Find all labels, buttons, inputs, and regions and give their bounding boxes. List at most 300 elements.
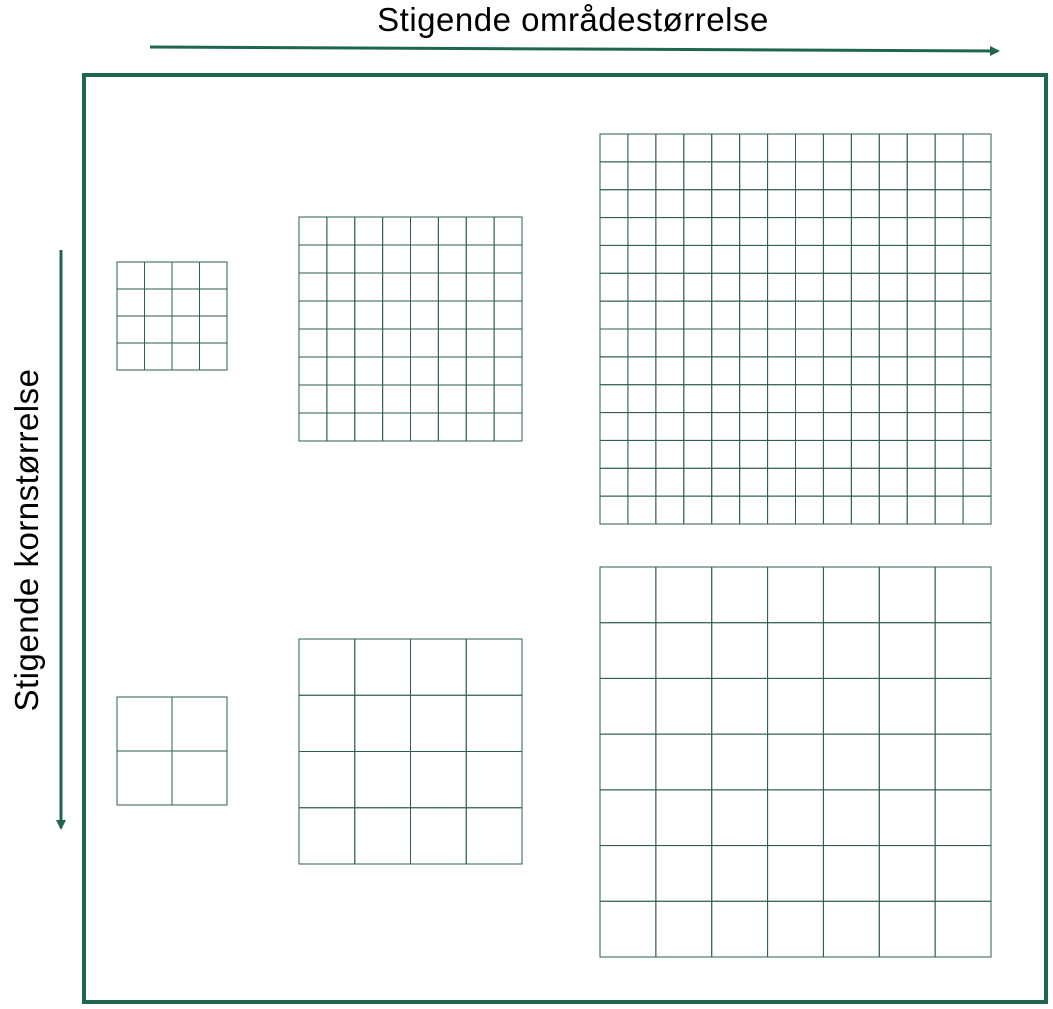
grid-cell [768, 901, 824, 957]
grid-cell [628, 496, 656, 524]
grid-cell [740, 329, 768, 357]
grid-cell [656, 190, 684, 218]
grid-cell [768, 190, 796, 218]
grid-cell [684, 413, 712, 441]
grid-cell [740, 190, 768, 218]
grid-cell [628, 468, 656, 496]
grid-cell [656, 468, 684, 496]
grid-cell [299, 329, 327, 357]
grid-cell [628, 273, 656, 301]
horizontal-arrow [150, 47, 998, 51]
grid-cell [712, 245, 740, 273]
grid-cell [327, 385, 355, 413]
grid-cell [656, 273, 684, 301]
grid-cell [383, 357, 411, 385]
grid-cell [355, 217, 383, 245]
grid-cell [935, 901, 991, 957]
grid-cell [823, 413, 851, 441]
grid-cell [907, 440, 935, 468]
grid-cell [768, 357, 796, 385]
grid-cell [879, 218, 907, 246]
grid-cell [117, 262, 145, 289]
grid-cell [600, 190, 628, 218]
grid-cell [466, 217, 494, 245]
outer-frame [84, 75, 1046, 1002]
grid-cell [438, 273, 466, 301]
grid-cell [712, 273, 740, 301]
grid-cell [963, 190, 991, 218]
grid-cell [823, 496, 851, 524]
grid-cell [438, 385, 466, 413]
grid-cell [411, 329, 439, 357]
grid-cell [200, 343, 228, 370]
grid-cell [299, 639, 355, 695]
grid-large-grain-medium [299, 639, 522, 864]
grid-cell [299, 413, 327, 441]
grid-cell [466, 273, 494, 301]
grid-cell [299, 217, 327, 245]
grid-cell [172, 289, 200, 316]
grid-cell [768, 678, 824, 734]
grid-cell [172, 262, 200, 289]
grid-cell [879, 790, 935, 846]
grid-cell [796, 440, 824, 468]
grid-cell [851, 468, 879, 496]
grid-cell [796, 496, 824, 524]
grid-cell [712, 134, 740, 162]
grid-cell [823, 623, 879, 679]
grid-cell [823, 190, 851, 218]
grid-cell [768, 734, 824, 790]
grid-cell [963, 273, 991, 301]
grid-cell [796, 245, 824, 273]
grid-cell [684, 218, 712, 246]
grid-cell [600, 357, 628, 385]
grid-cell [438, 217, 466, 245]
grid-cell [355, 301, 383, 329]
grid-cell [494, 273, 522, 301]
grid-cell [768, 440, 796, 468]
grid-cell [327, 357, 355, 385]
grid-cell [656, 218, 684, 246]
grid-cell [740, 413, 768, 441]
grid-cell [823, 901, 879, 957]
grid-cell [327, 245, 355, 273]
grid-cell [768, 846, 824, 902]
grid-cell [383, 385, 411, 413]
grid-cell [684, 496, 712, 524]
grid-cell [935, 329, 963, 357]
grid-cell [355, 808, 411, 864]
grid-cell [600, 162, 628, 190]
grid-cell [935, 245, 963, 273]
grid-cell [656, 357, 684, 385]
grid-cell [438, 245, 466, 273]
grid-cell [796, 468, 824, 496]
grid-cell [712, 734, 768, 790]
grid-cell [712, 678, 768, 734]
grid-cell [823, 357, 851, 385]
grid-cell [851, 245, 879, 273]
grid-cell [963, 245, 991, 273]
grid-cell [796, 301, 824, 329]
grid-cell [740, 301, 768, 329]
grid-cell [907, 162, 935, 190]
grid-cell [712, 846, 768, 902]
grid-cell [907, 413, 935, 441]
grid-cell [823, 678, 879, 734]
grid-cell [879, 440, 907, 468]
vertical-axis-label: Stigende kornstørrelse [8, 368, 45, 712]
grid-cell [355, 639, 411, 695]
grid-cell [768, 468, 796, 496]
grid-large-grain-small [117, 697, 227, 805]
grid-cell [600, 329, 628, 357]
grid-cell [740, 385, 768, 413]
grid-cell [200, 316, 228, 343]
grid-cell [796, 190, 824, 218]
grid-cell [963, 162, 991, 190]
grid-cell [600, 385, 628, 413]
grid-cell [355, 329, 383, 357]
grid-cell [768, 790, 824, 846]
grid-cell [907, 357, 935, 385]
grid-cell [656, 496, 684, 524]
grid-cell [117, 697, 172, 751]
grid-cell [879, 190, 907, 218]
grid-cell [200, 289, 228, 316]
grid-cell [656, 385, 684, 413]
grid-cell [411, 245, 439, 273]
grid-cell [684, 468, 712, 496]
grid-cell [851, 329, 879, 357]
grid-cell [466, 385, 494, 413]
grid-cell [712, 790, 768, 846]
grid-cell [684, 162, 712, 190]
grid-cell [327, 273, 355, 301]
grid-cell [628, 190, 656, 218]
grid-cell [851, 357, 879, 385]
grid-cell [963, 357, 991, 385]
grid-cell [145, 262, 173, 289]
grid-cell [438, 357, 466, 385]
grid-cell [172, 343, 200, 370]
grid-cell [907, 496, 935, 524]
grid-cell [383, 217, 411, 245]
grid-cell [600, 134, 628, 162]
grid-cell [823, 567, 879, 623]
grid-cell [907, 329, 935, 357]
grid-cell [600, 245, 628, 273]
grid-cell [656, 790, 712, 846]
grid-cell [768, 162, 796, 190]
grid-cell [327, 413, 355, 441]
grid-large-grain-large [600, 567, 991, 957]
grid-cell [299, 808, 355, 864]
grid-cell [411, 357, 439, 385]
grid-cell [411, 273, 439, 301]
grid-cell [327, 217, 355, 245]
grid-cell [907, 134, 935, 162]
grid-cell [768, 413, 796, 441]
grid-cell [684, 245, 712, 273]
grid-cell [684, 385, 712, 413]
grid-cell [796, 134, 824, 162]
grid-cell [383, 245, 411, 273]
grid-cell [494, 385, 522, 413]
grid-small-grain-small [117, 262, 227, 370]
grid-cell [411, 639, 467, 695]
grid-cell [963, 329, 991, 357]
grid-cell [656, 245, 684, 273]
grid-cell [935, 790, 991, 846]
grid-cell [740, 496, 768, 524]
grid-cell [963, 134, 991, 162]
grid-cell [600, 218, 628, 246]
grid-cell [600, 496, 628, 524]
grid-cell [935, 190, 963, 218]
grid-cell [494, 301, 522, 329]
grid-cell [145, 289, 173, 316]
grid-cell [172, 316, 200, 343]
grid-cell [600, 468, 628, 496]
grid-cell [327, 301, 355, 329]
grid-cell [796, 357, 824, 385]
grid-cell [796, 329, 824, 357]
grid-cell [768, 496, 796, 524]
grid-cell [411, 301, 439, 329]
grid-small-grain-medium [299, 217, 522, 441]
grid-cell [740, 440, 768, 468]
grid-cell [935, 567, 991, 623]
grid-cell [712, 218, 740, 246]
grid-cell [712, 496, 740, 524]
grid-cell [963, 496, 991, 524]
grid-cell [907, 245, 935, 273]
grid-cell [438, 301, 466, 329]
grid-cell [712, 413, 740, 441]
grid-cell [411, 752, 467, 808]
grid-cell [172, 751, 227, 805]
grid-cell [740, 273, 768, 301]
grid-cell [355, 245, 383, 273]
grid-cell [355, 695, 411, 751]
grid-cell [935, 468, 963, 496]
grid-cell [935, 273, 963, 301]
grid-cell [299, 385, 327, 413]
grid-cell [656, 134, 684, 162]
grid-cell [879, 468, 907, 496]
grid-cell [628, 218, 656, 246]
grid-cell [740, 468, 768, 496]
grid-cell [656, 162, 684, 190]
grid-cell [879, 846, 935, 902]
grid-cell [796, 385, 824, 413]
grid-cell [935, 440, 963, 468]
grid-cell [466, 301, 494, 329]
grid-cell [466, 413, 494, 441]
grid-cell [438, 413, 466, 441]
grid-cell [656, 623, 712, 679]
grid-cell [768, 273, 796, 301]
grid-cell [935, 357, 963, 385]
grid-cell [907, 301, 935, 329]
grid-cell [117, 316, 145, 343]
grid-cell [935, 162, 963, 190]
grid-cell [656, 678, 712, 734]
grid-cell [935, 134, 963, 162]
grid-cell [879, 901, 935, 957]
grid-cell [628, 162, 656, 190]
grid-cell [879, 134, 907, 162]
grid-cell [963, 301, 991, 329]
grid-cell [117, 289, 145, 316]
grid-cell [684, 190, 712, 218]
grid-cell [823, 273, 851, 301]
grid-cell [299, 357, 327, 385]
grid-cell [879, 385, 907, 413]
grid-cell [145, 343, 173, 370]
grid-cell [879, 301, 907, 329]
grid-cell [327, 329, 355, 357]
grid-cell [684, 329, 712, 357]
grid-cell [684, 357, 712, 385]
grid-cell [851, 273, 879, 301]
grid-cell [712, 357, 740, 385]
grid-cell [851, 496, 879, 524]
grid-cell [963, 440, 991, 468]
grids-layer [117, 134, 991, 957]
grid-cell [411, 808, 467, 864]
grid-cell [466, 245, 494, 273]
grid-cell [879, 162, 907, 190]
grid-cell [935, 678, 991, 734]
grid-cell [628, 301, 656, 329]
grid-cell [823, 218, 851, 246]
grid-cell [963, 468, 991, 496]
grid-cell [600, 901, 656, 957]
grid-cell [823, 440, 851, 468]
grid-cell [935, 623, 991, 679]
grid-cell [712, 468, 740, 496]
grid-cell [823, 385, 851, 413]
grid-cell [712, 440, 740, 468]
grid-cell [383, 273, 411, 301]
grid-cell [117, 343, 145, 370]
grid-cell [172, 697, 227, 751]
grid-cell [796, 413, 824, 441]
grid-cell [600, 567, 656, 623]
grid-cell [963, 413, 991, 441]
grid-cell [796, 273, 824, 301]
grid-cell [684, 440, 712, 468]
grid-cell [768, 385, 796, 413]
grid-cell [851, 162, 879, 190]
grid-cell [600, 413, 628, 441]
grid-cell [851, 134, 879, 162]
grid-cell [907, 218, 935, 246]
grid-cell [438, 329, 466, 357]
grid-cell [383, 301, 411, 329]
grid-cell [466, 357, 494, 385]
grid-cell [823, 468, 851, 496]
grid-cell [768, 301, 796, 329]
grid-cell [600, 623, 656, 679]
grid-cell [411, 217, 439, 245]
grid-cell [299, 695, 355, 751]
grid-cell [823, 134, 851, 162]
grid-cell [656, 301, 684, 329]
grid-cell [851, 218, 879, 246]
horizontal-axis-label: Stigende områdestørrelse [377, 1, 769, 38]
grid-cell [851, 440, 879, 468]
grid-cell [600, 301, 628, 329]
grid-cell [935, 496, 963, 524]
grid-cell [466, 752, 522, 808]
grid-cell [879, 496, 907, 524]
grid-cell [656, 734, 712, 790]
grid-cell [656, 329, 684, 357]
grid-cell [200, 262, 228, 289]
grid-cell [768, 329, 796, 357]
grid-cell [935, 301, 963, 329]
grid-cell [768, 218, 796, 246]
grid-cell [963, 218, 991, 246]
grid-cell [628, 134, 656, 162]
grid-cell [712, 162, 740, 190]
grid-cell [879, 678, 935, 734]
grid-cell [823, 301, 851, 329]
grid-cell [466, 695, 522, 751]
grid-cell [907, 385, 935, 413]
grid-cell [656, 846, 712, 902]
grid-cell [628, 413, 656, 441]
grid-cell [935, 385, 963, 413]
grid-cell [823, 734, 879, 790]
grid-cell [628, 385, 656, 413]
grid-cell [494, 217, 522, 245]
grid-cell [768, 134, 796, 162]
grid-cell [879, 567, 935, 623]
grid-cell [628, 357, 656, 385]
grid-cell [935, 846, 991, 902]
grid-cell [712, 567, 768, 623]
grid-cell [494, 413, 522, 441]
grid-small-grain-large [600, 134, 991, 524]
grid-cell [656, 413, 684, 441]
grid-cell [299, 301, 327, 329]
grid-cell [656, 567, 712, 623]
grid-cell [656, 440, 684, 468]
grid-cell [299, 752, 355, 808]
grid-cell [628, 440, 656, 468]
grid-cell [796, 162, 824, 190]
grid-cell [740, 162, 768, 190]
grid-cell [411, 695, 467, 751]
grid-cell [355, 273, 383, 301]
grid-cell [600, 678, 656, 734]
grid-cell [117, 751, 172, 805]
grid-cell [879, 357, 907, 385]
grid-cell [684, 301, 712, 329]
grid-cell [879, 623, 935, 679]
grid-cell [851, 385, 879, 413]
grid-cell [466, 329, 494, 357]
grid-cell [823, 329, 851, 357]
grid-cell [299, 273, 327, 301]
grid-cell [600, 734, 656, 790]
grid-cell [851, 413, 879, 441]
